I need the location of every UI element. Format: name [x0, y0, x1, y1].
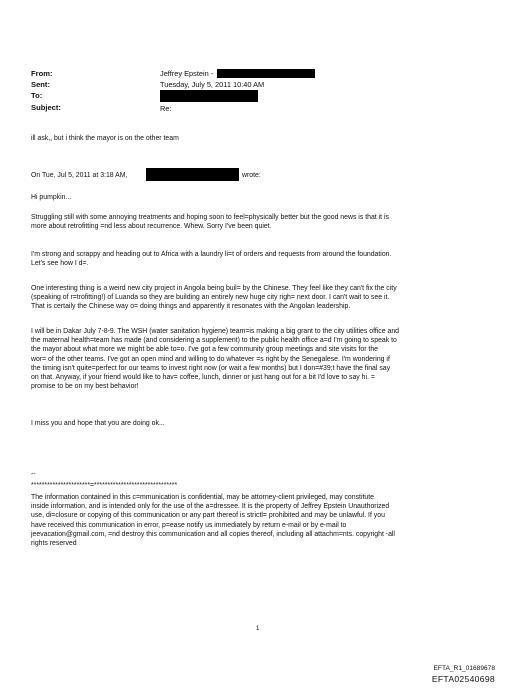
paragraph-5: I miss you and hope that you are doing ok... [31, 420, 165, 427]
disclaimer-line: inside information, and is intended only for the use of the a=dressee. It is the property of Jeffrey Epstein Unauthorized [31, 503, 390, 511]
greeting: Hi pumpkin... [31, 194, 72, 201]
paragraph-3-line: That is certaily the Chinese way o= doing things and apparently it resonates with the Angolan leadership. [31, 303, 351, 311]
paragraph-4-line: the timing isn't quite=perfect for our teams to invest right now (or wait a few months) but I don=#39;t have the final say [31, 364, 391, 372]
bates-id-1: EFTA_R1_01689678 [433, 665, 495, 672]
paragraph-1 [31, 213, 493, 231]
paragraph-4-line: the maternal health=team has made (and considering a supplement) to the public health office a=d I'm going to speak to [31, 337, 397, 345]
paragraph-4 [31, 327, 493, 391]
disclaimer-line: The information contained in this c=mmunication is confidential, may be attorney-client privileged, may constitute [31, 494, 374, 501]
paragraph-3-line: One interesting thing is a weird new city project in Angola being buil= by the Chinese. They feel like they can't fix the city [31, 285, 397, 292]
paragraph-4-line: on that. Anyway, if your friend would like to hav= coffee, lunch, dinner or just hang out for a bit I'd love to say hi. = [31, 374, 375, 382]
paragraph-2-line: I'm strong and scrappy and heading out to Africa with a laundry li=t of orders and requests from around the foundation. [31, 251, 392, 258]
sent-label: Sent: [31, 80, 50, 89]
paragraph-2-line: Let's see how I d=. [31, 260, 89, 268]
sent-value: Tuesday, July 5, 2011 10:40 AM [160, 80, 265, 89]
paragraph-4-line: wor= of the other teams. I've got an open mind and willing to do whatever =s right by the Senegalese. I'm wondering if [31, 355, 390, 363]
from-value [160, 69, 213, 78]
disclaimer-line: jeevacation@gmail.com, =nd destroy this communication and all copies thereof, including all attachm=nts. copyright -all [31, 530, 395, 538]
from-name: Jeffrey Epstein [160, 69, 209, 78]
quote-prefix: On Tue, Jul 5, 2011 at 3:18 AM, [31, 172, 128, 179]
redaction-to [160, 90, 258, 102]
signature-dashes: -- [31, 471, 36, 478]
reply-text: ill ask,, but i think the mayor is on the other team [31, 135, 179, 142]
paragraph-1-line: more about retrofitting =nd less about recurrence. Whew. Sorry I've been quiet. [31, 223, 272, 231]
disclaimer-line: rights reserved [31, 540, 77, 548]
subject-value: Re: [160, 104, 172, 113]
paragraph-3-line: (speaking of r=trofitting!) of Luanda so they are building an entirely new huge city righ= next door. I can't wait to see it. [31, 294, 390, 302]
paragraph-4-line: the mayor about what more we might be able to=o. I've got a few community group meetings and site visits for the [31, 346, 378, 354]
paragraph-4-line: promise to be on my best behavior! [31, 383, 139, 391]
quote-suffix: wrote: [242, 172, 261, 179]
paragraph-1-line: Struggling still with some annoying treatments and hoping soon to feel=physically better but the good news is that it is [31, 214, 389, 221]
disclaimer-line: have received this communication in error, p=ease notify us immediately by return e-mail or by e-mail to [31, 521, 347, 529]
from-label: From: [31, 69, 53, 78]
signature-stars: **********************=******************************* [31, 482, 178, 489]
paragraph-3 [31, 284, 493, 312]
disclaimer-line: use, di=closure or copying of this communication or any part thereof is strictl= prohibited and may be unlawful. If you [31, 512, 385, 520]
from-dash: - [210, 69, 214, 78]
paragraph-2 [31, 250, 493, 268]
redaction-quote-sender [146, 168, 239, 181]
page-number: 1 [256, 626, 260, 632]
bates-id-2: EFTA02540698 [431, 674, 495, 684]
subject-label: Subject: [31, 103, 61, 112]
paragraph-4-line: I will be in Dakar July 7-8-9. The WSH (water sanitation hygiene) team=is making a big grant to the city utilities office and [31, 328, 399, 335]
to-label: To: [31, 91, 43, 100]
disclaimer [31, 493, 493, 548]
redaction-from-email [217, 69, 315, 78]
